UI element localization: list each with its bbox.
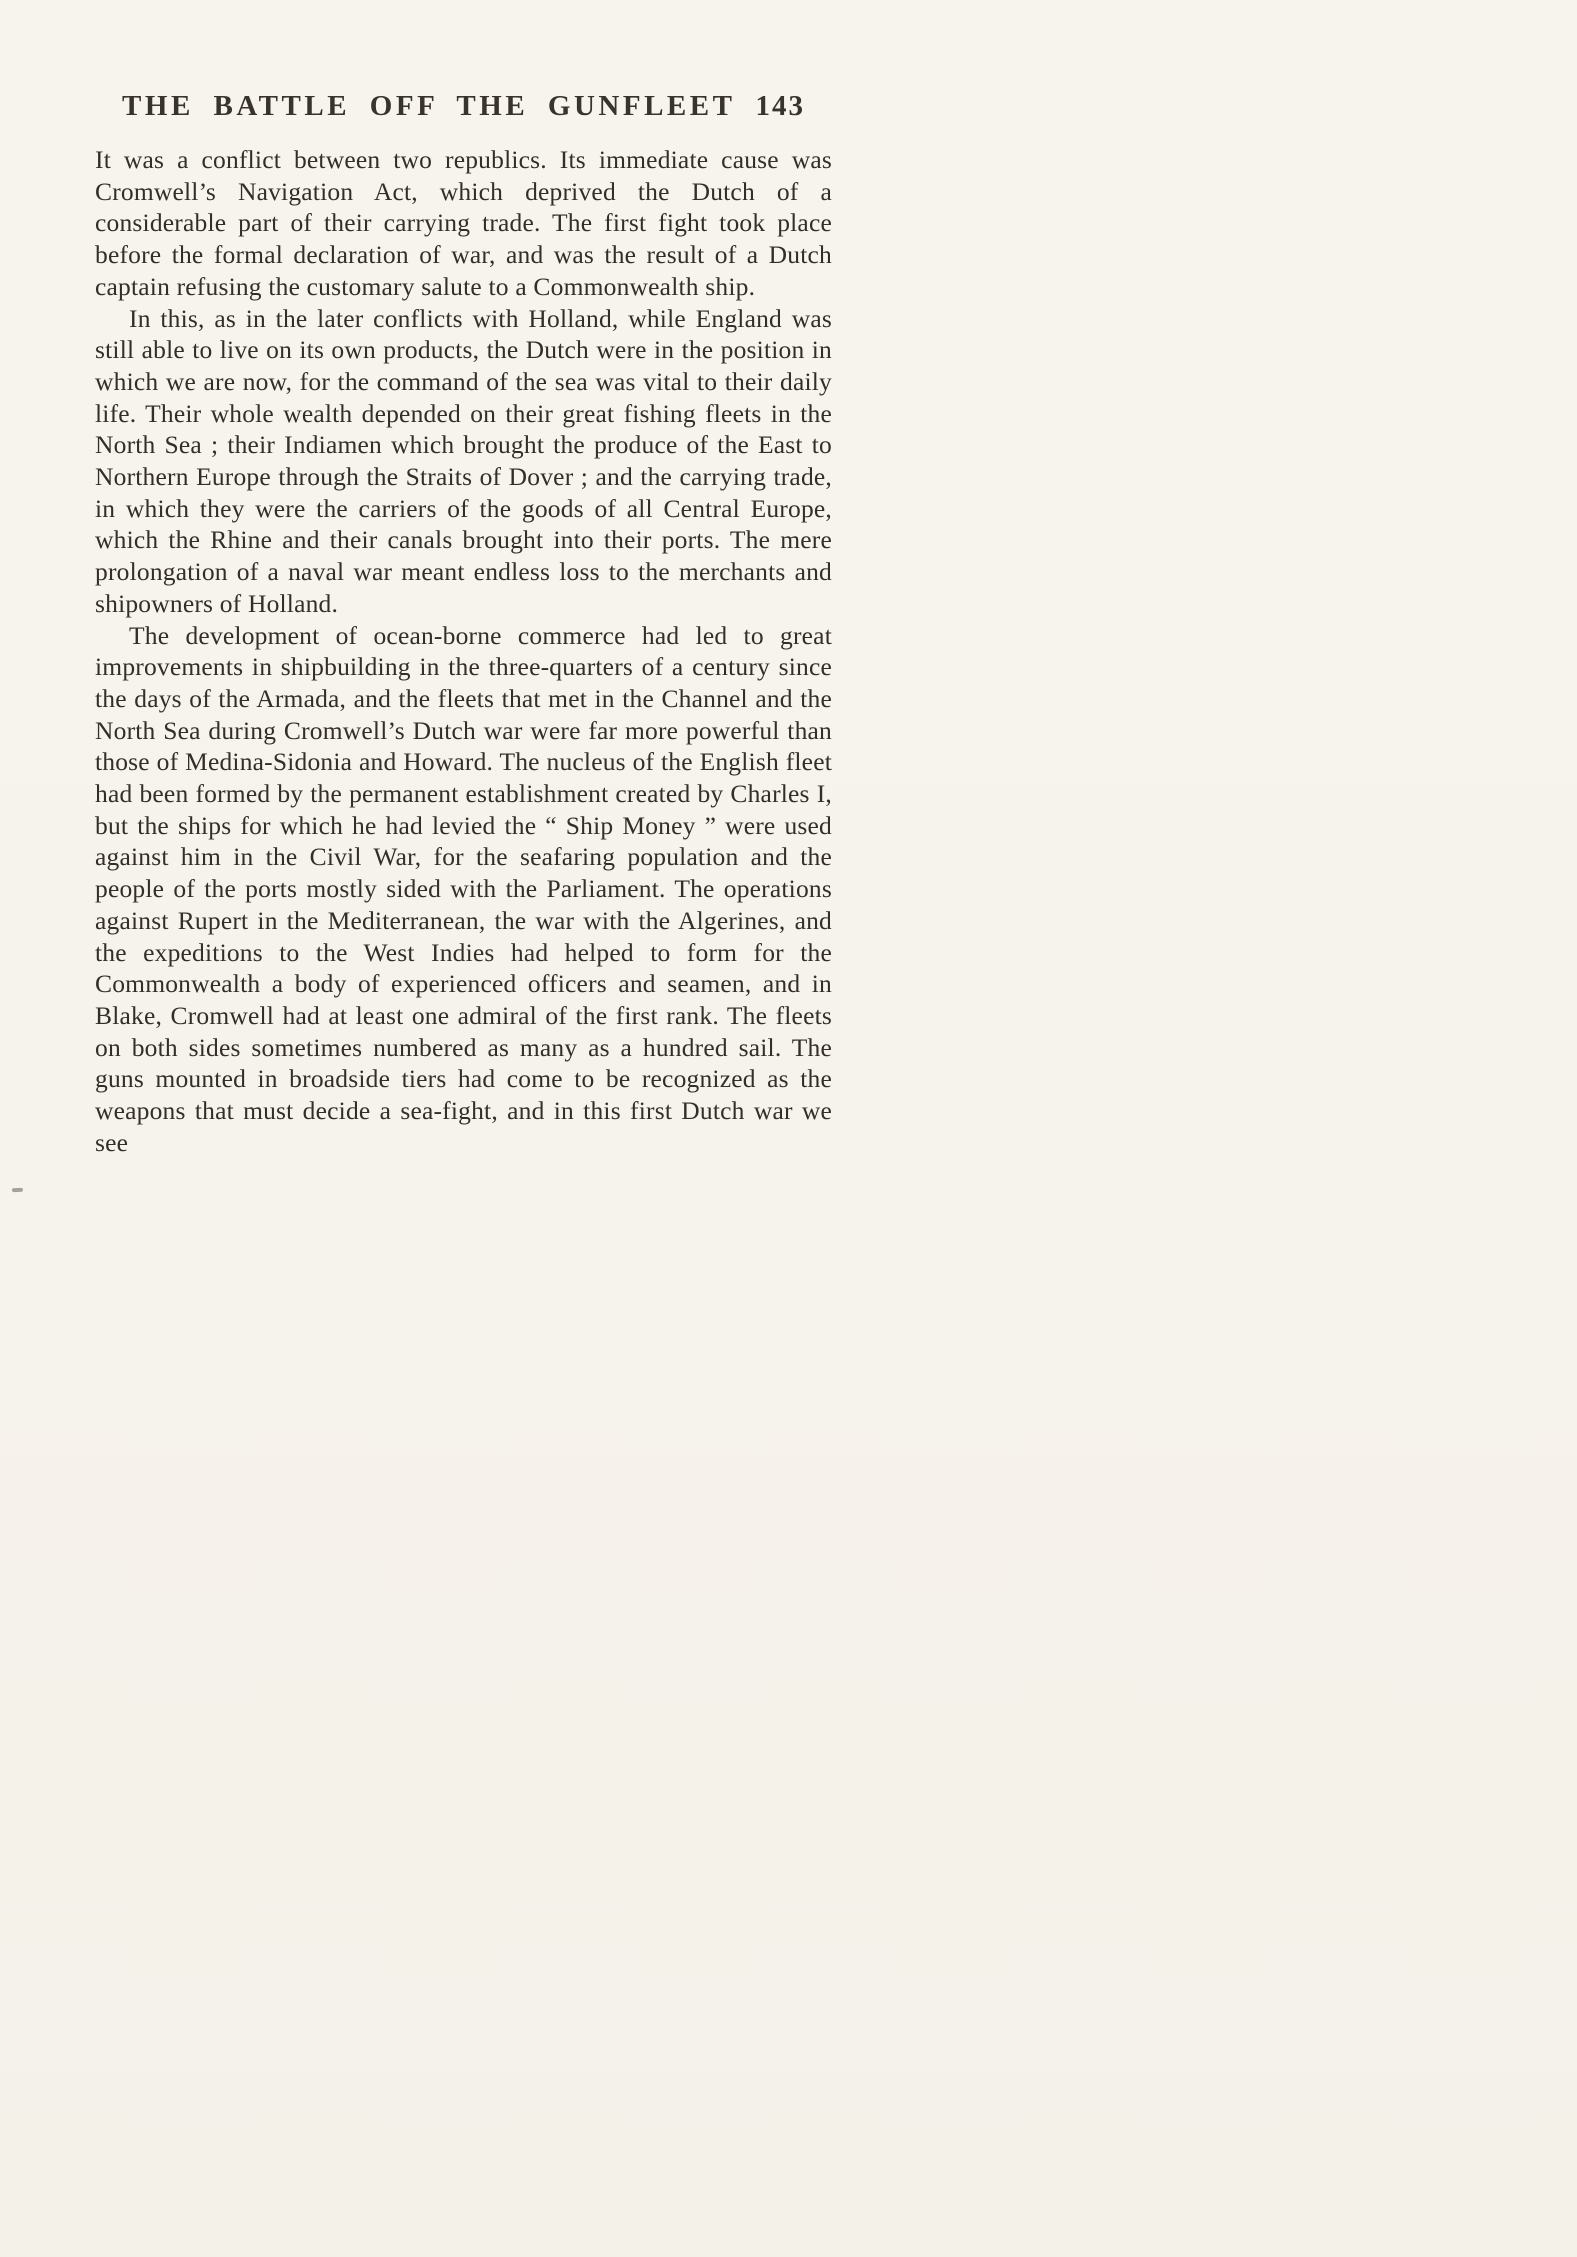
scan-artifact-mark — [12, 1188, 23, 1193]
body-paragraph: It was a conflict between two republics. Its immediate cause was Cromwell’s Navigation Act, which deprived the Dutch of a considerable part of their carrying trade. The first fight took place before the formal declaration of war, and was the result of a Dutch captain refusing the customary salute to a Commonwealth ship. — [95, 145, 832, 301]
body-paragraph: In this, as in the later conflicts with Holland, while England was still able to live on its own products, the Dutch were in the position in which we are now, for the command of the sea was vital to their daily life. Their whole wealth depended on their great fishing fleets in the North Sea ; their Indiamen which brought the produce of the East to Northern Europe through the Straits of Dover ; and the carrying trade, in which they were the carriers of the goods of all Central Europe, which the Rhine and their canals brought into their ports. The mere prolongation of a naval war meant endless loss to the merchants and shipowners of Holland. — [95, 303, 832, 618]
page-number: 143 — [755, 90, 805, 122]
page-header — [95, 90, 832, 123]
running-head-title: THE BATTLE OFF THE GUNFLEET — [122, 90, 736, 122]
body-paragraph: The development of ocean-borne commerce had led to great improvements in shipbuilding in the three-quarters of a century since the days of the Armada, and the fleets that met in the Channel and the North Sea during Cromwell’s Dutch war were far more powerful than those of Medina-Sidonia and Howard. The nucleus of the English fleet had been formed by the permanent establishment created by Charles I, but the ships for which he had levied the “ Ship Money ” were used against him in the Civil War, for the seafaring population and the people of the ports mostly sided with the Parliament. The operations against Rupert in the Mediterranean, the war with the Algerines, and the expeditions to the West Indies had helped to form for the Commonwealth a body of experienced officers and seamen, and in Blake, Cromwell had at least one admiral of the first rank. The fleets on both sides sometimes numbered as many as a hundred sail. The guns mounted in broadside tiers had come to be recognized as the weapons that must decide a sea-fight, and in this first Dutch war we see — [95, 620, 832, 1157]
page-body — [95, 144, 832, 1159]
page-content — [95, 90, 832, 1159]
